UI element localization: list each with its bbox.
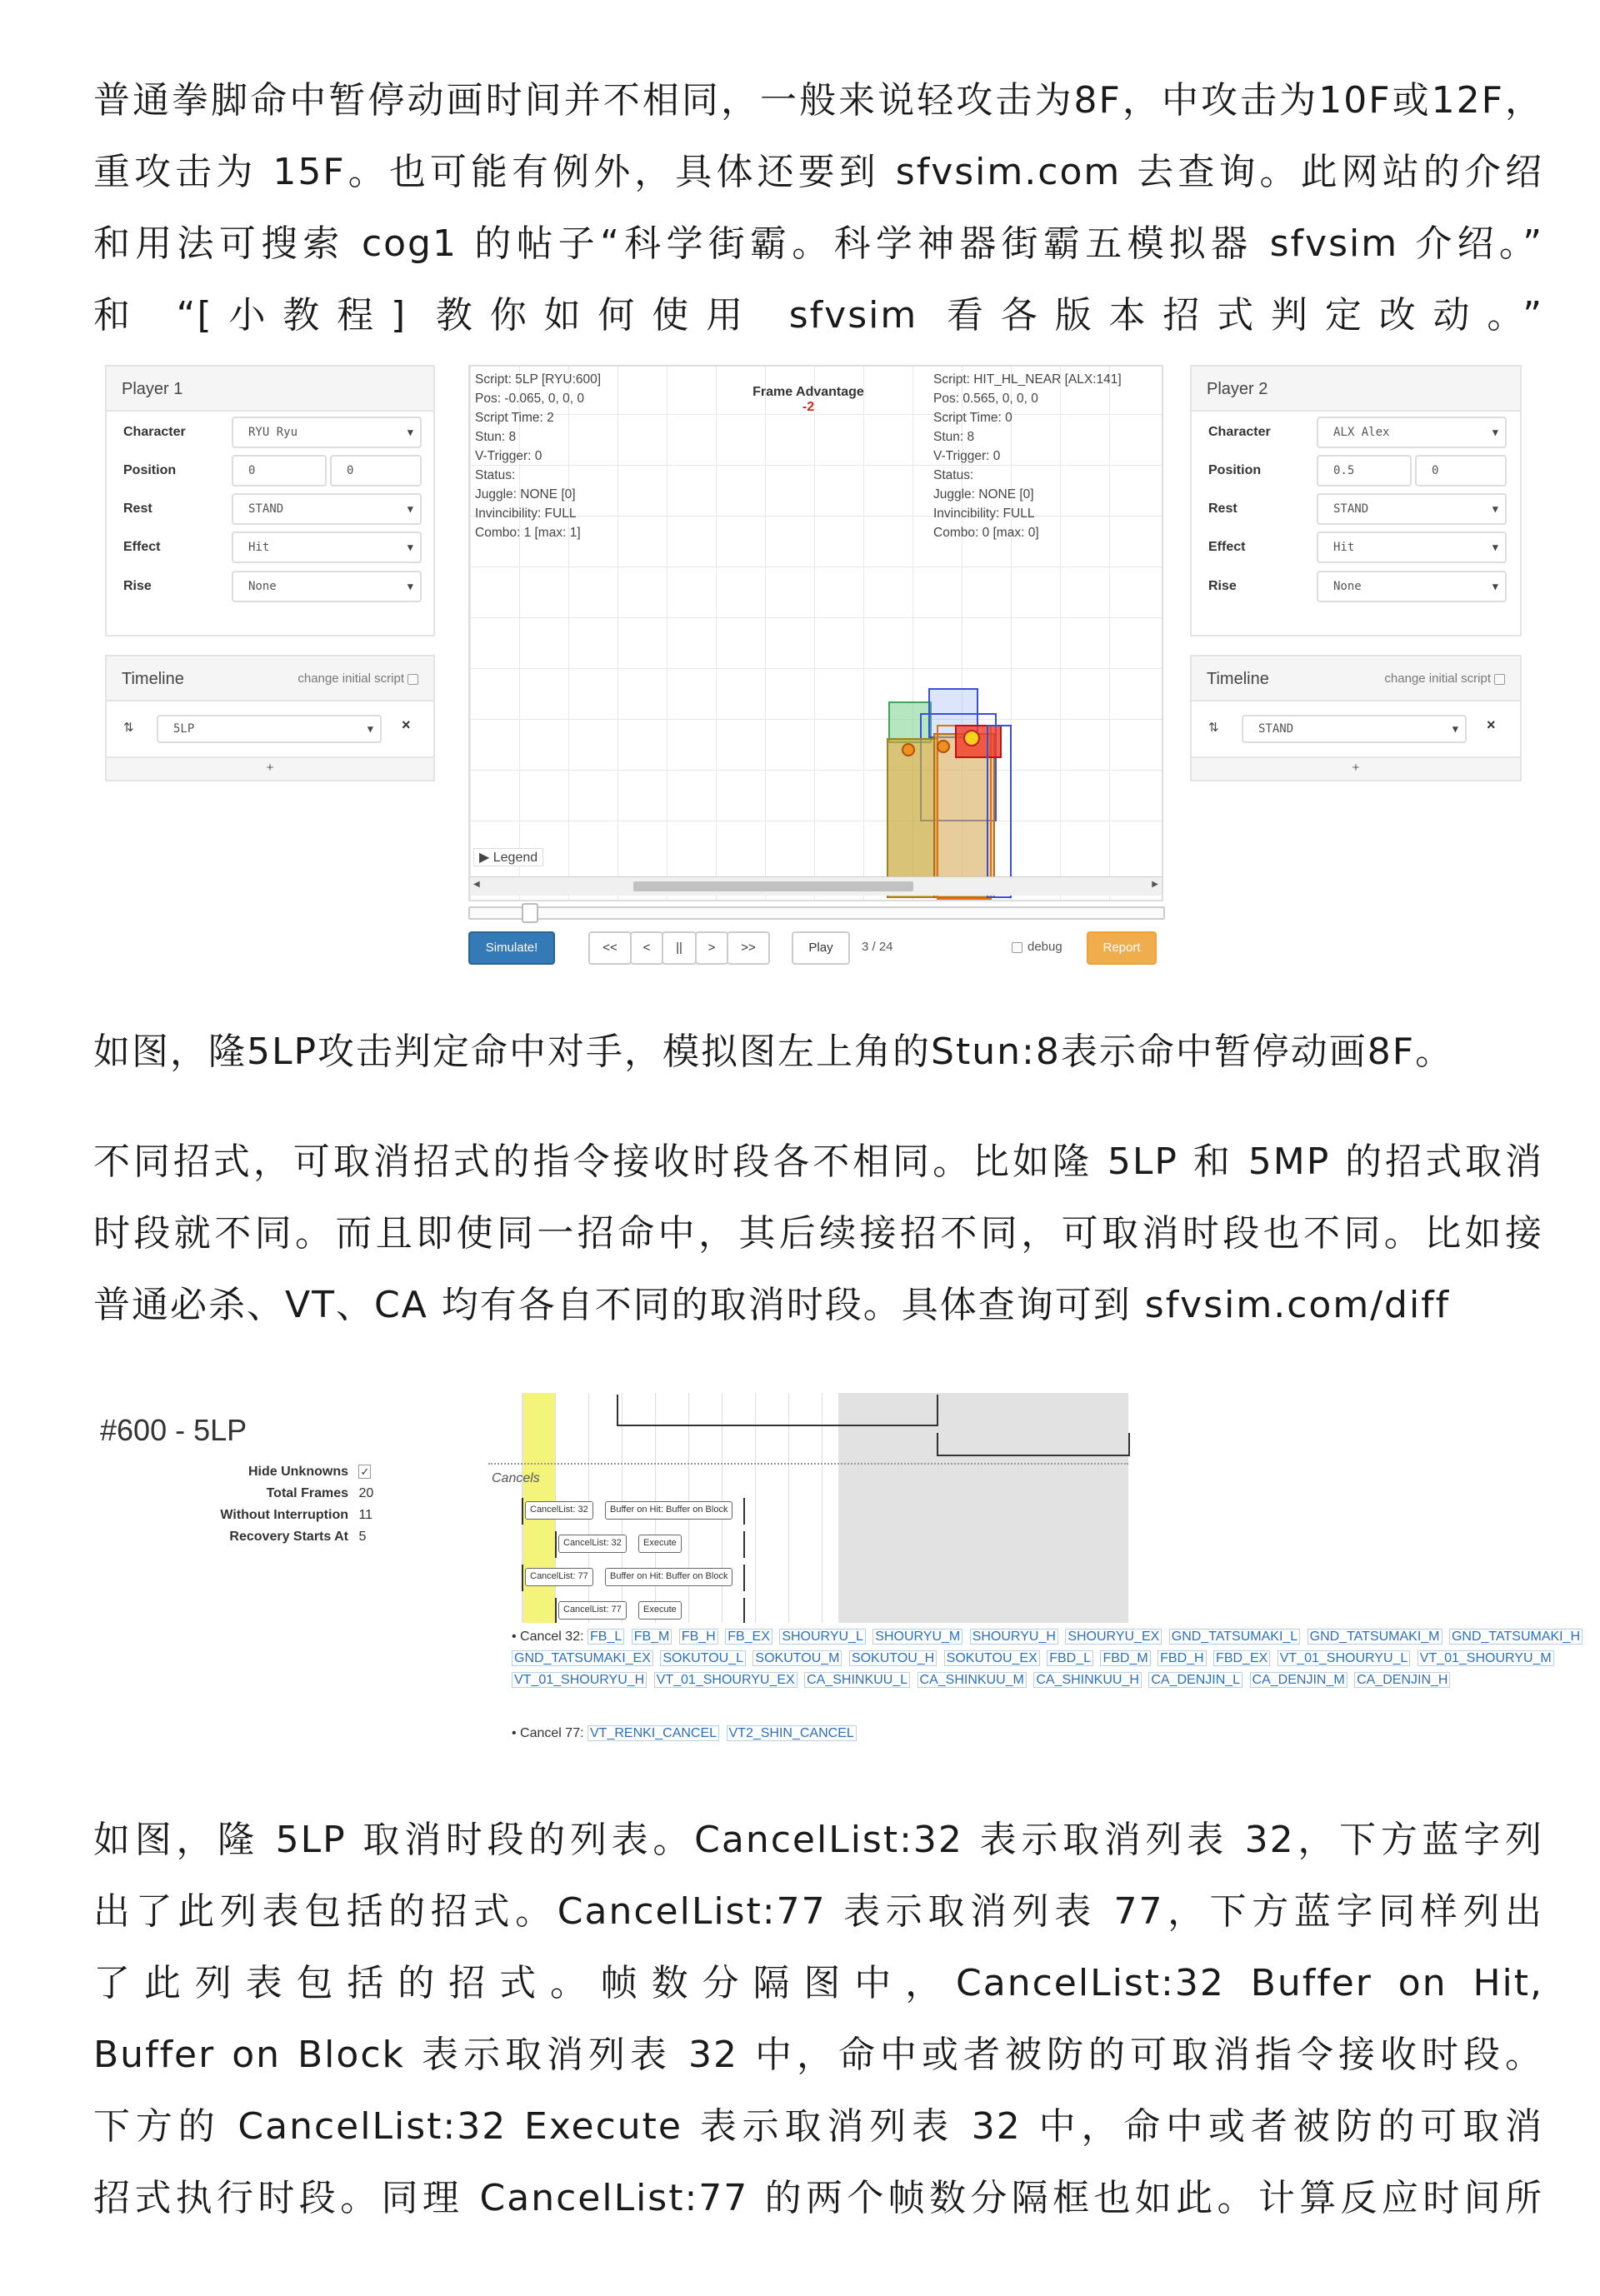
last-frame-button[interactable]: >> bbox=[727, 931, 770, 965]
chevron-down-icon: ▼ bbox=[1492, 542, 1498, 553]
sort-icon[interactable]: ⇅ bbox=[123, 721, 134, 735]
info-line: Pos: 0.565, 0, 0, 0 bbox=[933, 392, 1038, 406]
execute-tag: Execute bbox=[638, 1535, 682, 1553]
player1-panel bbox=[105, 365, 435, 636]
hitbox-stage bbox=[468, 365, 1163, 901]
cancel-move-link[interactable]: GND_TATSUMAKI_M bbox=[1308, 1629, 1442, 1645]
rest-select[interactable] bbox=[232, 493, 422, 525]
effect-select[interactable] bbox=[232, 532, 422, 563]
prev-frame-button[interactable]: < bbox=[630, 931, 663, 965]
position-y-input[interactable]: 0 bbox=[330, 455, 422, 487]
cancel-list-77-tag: CancelList: 77 bbox=[558, 1601, 627, 1620]
rise-value: None bbox=[1333, 580, 1362, 593]
position-label: Position bbox=[1208, 463, 1262, 477]
slider-handle[interactable] bbox=[522, 903, 538, 923]
character-label: Character bbox=[1208, 425, 1271, 439]
stat-row bbox=[100, 1486, 433, 1501]
timeline-title-text: Timeline bbox=[1207, 670, 1269, 688]
info-line: Invincibility: FULL bbox=[933, 507, 1035, 521]
script-select[interactable] bbox=[157, 715, 382, 743]
scroll-right-icon[interactable]: ▶ bbox=[1152, 880, 1158, 889]
text-line: 不同招式，可取消招式的指令接收时段各不相同。比如隆 5LP 和 5MP 的招式取消 bbox=[93, 1141, 1543, 1183]
frame-slider[interactable] bbox=[468, 906, 1165, 920]
timeline-title bbox=[1192, 656, 1520, 701]
cancel-move-link[interactable]: CA_DENJIN_L bbox=[1148, 1672, 1242, 1688]
info-line: V-Trigger: 0 bbox=[933, 449, 1001, 463]
frame-advantage bbox=[745, 385, 872, 415]
text-line: 出了此列表包括的招式。CancelList:77 表示取消列表 77，下方蓝字同样列出 bbox=[93, 1890, 1543, 1933]
cancel-move-link[interactable]: SHOURYU_EX bbox=[1065, 1629, 1162, 1645]
stat-row bbox=[100, 1508, 433, 1523]
stat-row bbox=[100, 1530, 433, 1545]
debug-toggle[interactable] bbox=[1012, 940, 1062, 954]
sort-icon[interactable]: ⇅ bbox=[1208, 721, 1219, 735]
legend-toggle[interactable]: ▶ Legend bbox=[473, 848, 543, 866]
rest-value: STAND bbox=[1333, 502, 1369, 516]
rise-select[interactable] bbox=[1317, 571, 1507, 602]
text-line: 招式执行时段。同理 CancelList:77 的两个帧数分隔框也如此。计算反应时间所 bbox=[93, 2177, 1543, 2219]
bullet: • bbox=[512, 1726, 521, 1740]
info-line: Script: HIT_HL_NEAR [ALX:141] bbox=[933, 372, 1122, 387]
chevron-down-icon: ▼ bbox=[407, 503, 413, 515]
chevron-down-icon: ▼ bbox=[407, 427, 413, 438]
chevron-down-icon: ▼ bbox=[367, 723, 373, 735]
cancel-move-link[interactable]: FB_M bbox=[632, 1629, 672, 1645]
text-line: 如图，隆 5LP 取消时段的列表。CancelList:32 表示取消列表 32，下方蓝字列 bbox=[93, 1819, 1543, 1861]
info-line: Invincibility: FULL bbox=[475, 507, 577, 521]
text-line: 和 “[小教程] 教你如何使用 sfvsim 看各版本招式判定改动。” bbox=[93, 294, 1543, 337]
change-initial-label: change initial script bbox=[1384, 671, 1491, 686]
chevron-down-icon: ▼ bbox=[1492, 581, 1498, 592]
cancel-move-link[interactable]: VT_01_SHOURYU_EX bbox=[654, 1672, 798, 1688]
cancel-move-link[interactable]: VT2_SHIN_CANCEL bbox=[727, 1725, 857, 1741]
horizontal-scrollbar[interactable] bbox=[470, 876, 1162, 896]
recovery-frames-shade bbox=[838, 1393, 1128, 1623]
character-label: Character bbox=[123, 425, 186, 439]
body-box bbox=[887, 738, 938, 898]
cancel-move-link[interactable]: CA_SHINKUU_H bbox=[1033, 1672, 1142, 1688]
simulator-screenshot bbox=[105, 365, 1527, 973]
rest-select[interactable] bbox=[1317, 493, 1507, 525]
cancel-move-link[interactable]: GND_TATSUMAKI_EX bbox=[512, 1650, 653, 1666]
cancel32-label: Cancel 32: bbox=[520, 1630, 584, 1644]
info-line: Script Time: 2 bbox=[475, 411, 554, 425]
hurtbox-blue-lower bbox=[987, 725, 1012, 898]
stat-value: 20 bbox=[358, 1486, 374, 1500]
info-line: Script: 5LP [RYU:600] bbox=[475, 372, 602, 387]
player2-panel bbox=[1190, 365, 1522, 636]
character-value: ALX Alex bbox=[1333, 426, 1390, 439]
info-line: Stun: 8 bbox=[933, 430, 975, 444]
add-row-button[interactable]: + bbox=[107, 756, 433, 780]
cancel-move-link[interactable]: FBD_EX bbox=[1213, 1650, 1270, 1666]
timeline-title bbox=[107, 656, 433, 701]
cancel-move-link[interactable]: FB_EX bbox=[725, 1629, 772, 1645]
cancel-move-link[interactable]: FBD_L bbox=[1047, 1650, 1093, 1666]
play-button[interactable]: Play bbox=[792, 931, 850, 965]
effect-label: Effect bbox=[1208, 540, 1246, 554]
info-line: Stun: 8 bbox=[475, 430, 517, 444]
simulate-button[interactable]: Simulate! bbox=[468, 931, 555, 965]
rest-value: STAND bbox=[248, 502, 284, 516]
frame-advantage-value: -2 bbox=[802, 400, 815, 414]
hit-spark-icon bbox=[963, 730, 980, 746]
player1-title: Player 1 bbox=[107, 367, 433, 412]
cancels-label: Cancels bbox=[492, 1471, 540, 1485]
cancel-move-link[interactable]: VT_RENKI_CANCEL bbox=[588, 1725, 719, 1741]
scroll-left-icon[interactable]: ◀ bbox=[473, 880, 480, 889]
player2-timeline-panel bbox=[1190, 655, 1522, 781]
cancel77-label: Cancel 77: bbox=[520, 1726, 584, 1740]
paragraph-intro bbox=[93, 65, 1543, 352]
position-label: Position bbox=[123, 463, 177, 477]
buffer-tag: Buffer on Hit: Buffer on Block bbox=[605, 1501, 732, 1520]
cancel-move-link[interactable]: FBD_H bbox=[1158, 1650, 1206, 1666]
info-line: Juggle: NONE [0] bbox=[933, 487, 1034, 502]
script-select[interactable] bbox=[1242, 715, 1467, 743]
cancel-list-77-tag: CancelList: 77 bbox=[525, 1568, 593, 1586]
change-initial-script[interactable] bbox=[1384, 656, 1505, 701]
cancel-move-link[interactable]: SOKUTOU_M bbox=[752, 1650, 842, 1666]
chevron-down-icon: ▼ bbox=[407, 542, 413, 553]
stat-value: 11 bbox=[358, 1508, 373, 1522]
cancel32-list bbox=[512, 1626, 1600, 1691]
frame-grid bbox=[488, 1393, 1128, 1623]
timeline-title-text: Timeline bbox=[122, 670, 184, 688]
cancel-diagram bbox=[83, 1393, 1581, 1759]
move-title: #600 - 5LP bbox=[100, 1413, 248, 1447]
effect-value: Hit bbox=[248, 541, 270, 554]
cancel-move-link[interactable]: SHOURYU_M bbox=[872, 1629, 962, 1645]
next-frame-button[interactable]: > bbox=[695, 931, 728, 965]
character-select[interactable] bbox=[232, 417, 422, 448]
cancel-move-link[interactable]: VT_01_SHOURYU_H bbox=[512, 1672, 647, 1688]
text-line: Buffer on Block 表示取消列表 32 中，命中或者被防的可取消指令接收时段。 bbox=[93, 2034, 1543, 2076]
cancel-move-link[interactable]: SOKUTOU_L bbox=[660, 1650, 746, 1666]
text-line: 普通拳脚命中暂停动画时间并不相同，一般来说轻攻击为8F，中攻击为10F或12F， bbox=[93, 79, 1543, 122]
active-bracket bbox=[617, 1395, 938, 1426]
cancel-list-32-tag: CancelList: 32 bbox=[525, 1501, 593, 1520]
cancel-move-link[interactable]: FBD_M bbox=[1100, 1650, 1150, 1666]
chevron-down-icon: ▼ bbox=[407, 581, 413, 592]
info-line: Juggle: NONE [0] bbox=[475, 487, 576, 502]
rise-label: Rise bbox=[123, 579, 152, 593]
hit-spark-icon bbox=[937, 740, 950, 753]
stat-row bbox=[100, 1465, 433, 1480]
info-line: Combo: 0 [max: 0] bbox=[933, 526, 1039, 540]
character-select[interactable] bbox=[1317, 417, 1507, 448]
effect-select[interactable] bbox=[1317, 532, 1507, 563]
report-button[interactable]: Report bbox=[1087, 931, 1157, 965]
scrollbar-thumb[interactable] bbox=[633, 881, 913, 891]
rise-value: None bbox=[248, 580, 277, 593]
hit-spark-icon bbox=[902, 743, 915, 756]
player2-title: Player 2 bbox=[1192, 367, 1520, 412]
paragraph-cancel-intro bbox=[93, 1126, 1543, 1341]
cancel-move-link[interactable]: VT_01_SHOURYU_M bbox=[1418, 1650, 1554, 1666]
cancel-move-link[interactable]: CA_SHINKUU_L bbox=[804, 1672, 910, 1688]
p2-script-info bbox=[933, 370, 1122, 542]
position-y-input[interactable]: 0 bbox=[1415, 455, 1507, 487]
paragraph-stun bbox=[93, 1016, 1543, 1088]
stat-label: Without Interruption bbox=[220, 1508, 348, 1522]
add-row-button[interactable]: + bbox=[1192, 756, 1520, 780]
position-x-input[interactable]: 0 bbox=[232, 455, 327, 487]
cancel-move-link[interactable]: CA_DENJIN_H bbox=[1354, 1672, 1450, 1688]
cancel-move-link[interactable]: VT_01_SHOURYU_L bbox=[1278, 1650, 1411, 1666]
debug-label: debug bbox=[1028, 940, 1062, 954]
hide-unknowns-checkbox[interactable]: ✓ bbox=[360, 1465, 370, 1478]
buffer-tag: Buffer on Hit: Buffer on Block bbox=[605, 1568, 732, 1586]
pause-button[interactable]: || bbox=[662, 931, 697, 965]
chevron-down-icon: ▼ bbox=[1452, 723, 1458, 735]
script-value: STAND bbox=[1258, 722, 1294, 736]
text-line: 普通必杀、VT、CA 均有各自不同的取消时段。具体查询可到 sfvsim.com/diff bbox=[93, 1284, 1451, 1326]
close-icon[interactable]: × bbox=[1487, 716, 1496, 733]
cancel-move-link[interactable]: SOKUTOU_H bbox=[849, 1650, 937, 1666]
first-frame-button[interactable]: << bbox=[588, 931, 632, 965]
frame-counter: 3 / 24 bbox=[862, 940, 893, 954]
chevron-down-icon: ▼ bbox=[1492, 503, 1498, 515]
cancel-move-link[interactable]: CA_DENJIN_M bbox=[1250, 1672, 1348, 1688]
cancel-move-link[interactable]: GND_TATSUMAKI_H bbox=[1449, 1629, 1582, 1645]
change-initial-label: change initial script bbox=[298, 671, 404, 686]
cancel-move-link[interactable]: FB_H bbox=[679, 1629, 718, 1645]
character-value: RYU Ryu bbox=[248, 426, 298, 439]
bullet: • bbox=[512, 1630, 521, 1644]
text-line: 如图，隆5LP攻击判定命中对手，模拟图左上角的Stun:8表示命中暂停动画8F。 bbox=[93, 1031, 1454, 1073]
info-line: Status: bbox=[475, 468, 516, 482]
stat-label: Total Frames bbox=[266, 1486, 348, 1500]
cancel-move-link[interactable]: SHOURYU_L bbox=[779, 1629, 866, 1645]
info-line: Combo: 1 [max: 1] bbox=[475, 526, 581, 540]
recovery-bracket bbox=[937, 1433, 1130, 1456]
stat-label: Recovery Starts At bbox=[229, 1530, 348, 1544]
execute-tag: Execute bbox=[638, 1601, 682, 1620]
player1-timeline-panel bbox=[105, 655, 435, 781]
checkbox[interactable] bbox=[1494, 674, 1505, 685]
cancel-move-link[interactable]: CA_SHINKUU_M bbox=[918, 1672, 1027, 1688]
cancel-move-link[interactable]: SOKUTOU_EX bbox=[944, 1650, 1040, 1666]
rise-label: Rise bbox=[1208, 579, 1237, 593]
text-line: 和用法可搜索 cog1 的帖子“科学街霸。科学神器街霸五模拟器 sfvsim 介绍。” bbox=[93, 222, 1543, 265]
info-line: V-Trigger: 0 bbox=[475, 449, 542, 463]
info-line: Script Time: 0 bbox=[933, 411, 1012, 425]
divider-line bbox=[488, 1463, 1128, 1465]
checkbox[interactable] bbox=[408, 674, 418, 685]
text-line: 时段就不同。而且即使同一招命中，其后续接招不同，可取消时段也不同。比如接 bbox=[93, 1212, 1543, 1255]
chevron-down-icon: ▼ bbox=[1492, 427, 1498, 438]
cancel77-moves bbox=[588, 1726, 860, 1740]
rise-select[interactable] bbox=[232, 571, 422, 602]
text-line: 下方的 CancelList:32 Execute 表示取消列表 32 中，命中或者被防的可取消 bbox=[93, 2105, 1543, 2148]
cancel-list-32-tag: CancelList: 32 bbox=[558, 1535, 627, 1553]
cancel-move-link[interactable]: SHOURYU_H bbox=[970, 1629, 1058, 1645]
effect-value: Hit bbox=[1333, 541, 1355, 554]
rest-label: Rest bbox=[1208, 502, 1238, 516]
text-line: 了此列表包括的招式。帧数分隔图中，CancelList:32 Buffer on Hit, bbox=[93, 1962, 1543, 2004]
paragraph-cancel-explain bbox=[93, 1804, 1543, 2234]
close-icon[interactable]: × bbox=[402, 716, 411, 733]
cancel-move-link[interactable]: FB_L bbox=[588, 1629, 624, 1645]
checkbox[interactable] bbox=[1012, 942, 1022, 953]
p1-script-info bbox=[475, 370, 601, 542]
frame-advantage-title: Frame Advantage bbox=[752, 385, 864, 399]
script-value: 5LP bbox=[173, 722, 195, 736]
stat-label: Hide Unknowns bbox=[248, 1465, 348, 1479]
cancel77-list bbox=[512, 1723, 1595, 1744]
effect-label: Effect bbox=[123, 540, 161, 554]
rest-label: Rest bbox=[123, 502, 152, 516]
change-initial-script[interactable] bbox=[298, 656, 418, 701]
cancel32-moves bbox=[512, 1630, 1586, 1687]
info-line: Pos: -0.065, 0, 0, 0 bbox=[475, 392, 584, 406]
text-line: 重攻击为 15F。也可能有例外，具体还要到 sfvsim.com 去查询。此网站的介绍 bbox=[93, 151, 1543, 193]
position-x-input[interactable]: 0.5 bbox=[1317, 455, 1412, 487]
info-line: Status: bbox=[933, 468, 974, 482]
cancel-move-link[interactable]: GND_TATSUMAKI_L bbox=[1169, 1629, 1300, 1645]
stat-value: 5 bbox=[358, 1530, 367, 1544]
